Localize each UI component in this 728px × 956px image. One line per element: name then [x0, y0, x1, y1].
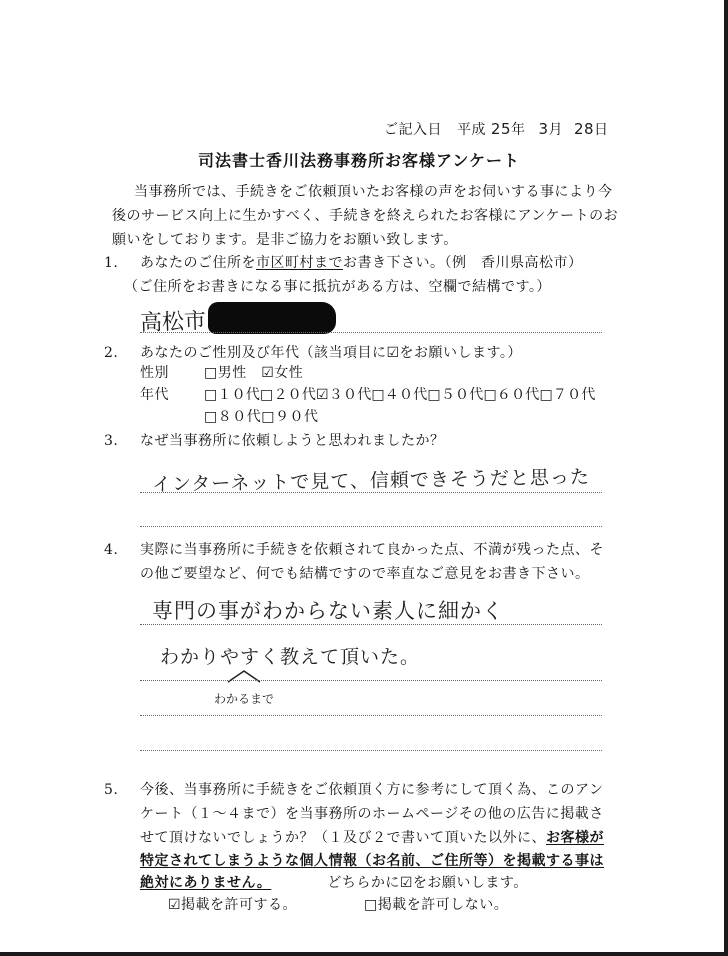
q5-question-line-3	[140, 829, 604, 847]
q3-answer-handwritten: インターネットで見て、信頼できそうだと思った	[151, 466, 591, 496]
insertion-caret-mark	[224, 668, 264, 684]
q5-text-3-underlined: お客様が	[546, 830, 604, 846]
option-deny-publication[interactable]: □掲載を許可しない。	[364, 897, 509, 913]
redaction-mark	[208, 302, 336, 334]
q4-answer-line-4	[140, 750, 602, 751]
q4-answer-handwritten-2: わかりやすく教えて頂いた。	[160, 646, 421, 668]
q5-question-line-5	[140, 874, 528, 892]
gender-options: □男性 ☑女性	[204, 365, 304, 381]
q3-number: 3.	[104, 433, 119, 449]
q4-answer-handwritten-insert: わかるまで	[214, 692, 275, 706]
q5-question-line-1: 今後、当事務所に手続きをご依頼頂く方に参考にして頂く為、このアン	[140, 782, 604, 798]
era: 平成	[456, 122, 486, 138]
q4-answer-line-3	[140, 715, 602, 716]
year-handwritten: 25	[490, 120, 511, 138]
q5-question-line-2: ケート（１～４まで）を当事務所のホームページその他の広告に掲載さ	[140, 806, 604, 822]
q1-question	[140, 254, 583, 272]
q4-answer-handwritten-1: 専門の事がわからない素人に細かく	[152, 599, 504, 623]
intro-line-2: 後のサービス向上に生かすべく、手続きを終えられたお客様にアンケートのお	[112, 208, 619, 224]
scan-border-right	[724, 0, 728, 956]
intro-line-3: 願いをしております。是非ご協力をお願い致します。	[112, 232, 458, 248]
date-line	[384, 120, 609, 139]
page-title: 司法書士香川法務事務所お客様アンケート	[198, 151, 521, 170]
day-handwritten: 28	[573, 120, 595, 138]
q3-question: なぜ当事務所に依頼しようと思われましたか？	[140, 433, 445, 449]
q5-number: 5.	[104, 782, 119, 798]
age-options-row-2: □８０代□９０代	[204, 409, 319, 425]
q4-question-line-1: 実際に当事務所に手続きを依頼されて良かった点、不満が残った点、そ	[140, 542, 604, 558]
q1-text-a: あなたのご住所を	[140, 255, 256, 271]
q1-answer-line	[140, 332, 602, 333]
q5-text-3a: せて頂けないでしょうか？（１及び２で書いて頂いた以外に、	[140, 830, 546, 846]
scan-border-bottom	[0, 952, 728, 956]
q4-answer-line-2	[140, 680, 602, 681]
q1-note: （ご住所をお書きになる事に抵抗がある方は、空欄で結構です。）	[124, 279, 551, 295]
q2-question: あなたのご性別及び年代（該当項目に☑をお願いします。）	[140, 345, 522, 361]
age-label: 年代	[140, 387, 169, 403]
q4-number: 4.	[104, 542, 119, 558]
q5-text-5b: どちらかに☑をお願いします。	[327, 875, 528, 891]
q4-question-line-2: の他ご要望など、何でも結構ですので率直なご意見をお書き下さい。	[140, 566, 590, 582]
q1-number: 1.	[104, 255, 119, 271]
month-handwritten: 3	[538, 120, 549, 138]
option-allow-publication[interactable]: ☑掲載を許可する。	[168, 897, 298, 913]
q3-answer-line-2	[140, 526, 602, 527]
q1-answer-handwritten: 高松市	[139, 308, 207, 337]
q1-text-underlined: 市区町村まで	[256, 255, 343, 271]
q3-answer-line-1	[140, 492, 602, 493]
q5-text-5-underlined: 絶対にありません。	[140, 875, 272, 891]
date-label: ご記入日	[384, 122, 442, 138]
intro-line-1: 当事務所では、手続きをご依頼頂いたお客様の声をお伺いする事により今	[134, 184, 613, 200]
month-unit: 月	[548, 122, 563, 138]
gender-label: 性別	[140, 365, 169, 381]
q4-answer-line-1	[140, 624, 602, 625]
q1-text-b: お書き下さい。（例 香川県高松市）	[343, 255, 583, 271]
day-unit: 日	[594, 122, 609, 138]
q2-number: 2.	[104, 345, 119, 361]
q5-question-line-4: 特定されてしまうような個人情報（お名前、ご住所等）を掲載する事は	[140, 853, 604, 869]
year-unit: 年	[511, 122, 526, 138]
age-options-row-1: □１０代□２０代☑３０代□４０代□５０代□６０代□７０代	[204, 387, 596, 403]
